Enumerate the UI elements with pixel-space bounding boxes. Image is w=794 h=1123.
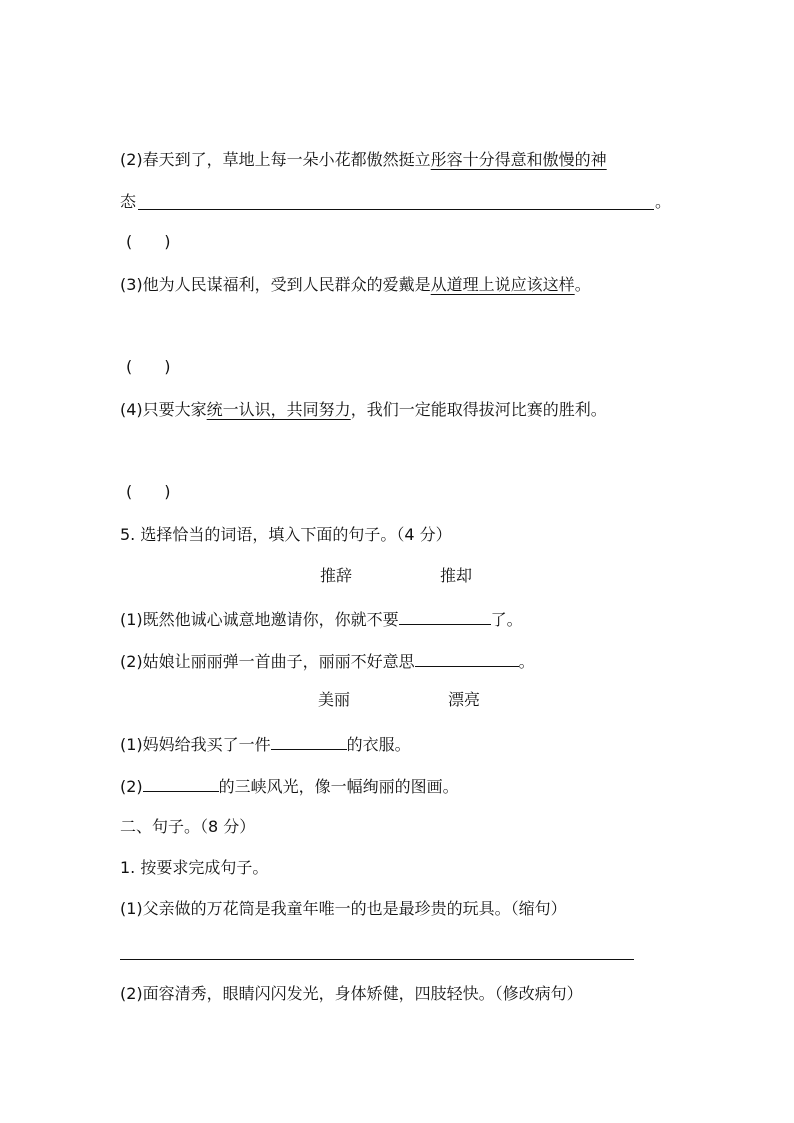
- q4-item3: [120, 275, 591, 295]
- q5-sentence2: [120, 650, 535, 672]
- word-option: 推辞: [320, 566, 353, 585]
- sentence-text: (1)妈妈给我买了一件: [120, 735, 271, 754]
- q4-item4-underlined: 统一认识，共同努力: [206, 400, 351, 419]
- sentence-text: 的三峡风光，像一幅绚丽的图画。: [218, 777, 459, 796]
- answer-parentheses[interactable]: ( ): [126, 232, 171, 251]
- answer-parentheses[interactable]: ( ): [126, 482, 171, 501]
- q5-heading: 5. 选择恰当的词语，填入下面的句子。（4 分）: [120, 525, 452, 544]
- sentence-text: (1)既然他诚心诚意地邀请你，你就不要: [120, 610, 399, 629]
- word-option: 漂亮: [448, 690, 481, 709]
- q4-item2-prefix: (2)春天到了，草地上每一朵小花都傲然挺立: [120, 150, 431, 169]
- section-heading: 二、句子。（8 分）: [120, 817, 256, 836]
- word-option: 美丽: [318, 690, 351, 709]
- fill-blank[interactable]: [271, 733, 347, 750]
- q5-sentence4: [120, 775, 459, 797]
- q5-sentence1: [120, 608, 523, 630]
- sentence-text: 。: [518, 652, 535, 671]
- word-option: 推却: [440, 566, 473, 585]
- answer-line[interactable]: [120, 959, 634, 960]
- q4-item3-prefix: (3)他为人民谋福利，受到人民群众的爱戴是: [120, 275, 431, 294]
- q4-item4-end: 。: [590, 400, 607, 419]
- sentence-text: (2): [120, 777, 143, 796]
- question-item: (1)父亲做的万花筒是我童年唯一的也是最珍贵的玩具。（缩句）: [120, 899, 567, 918]
- sentence-text: 了。: [490, 610, 523, 629]
- q4-item3-underlined: 从道理上说应该这样: [430, 275, 575, 294]
- q5-sentence3: [120, 733, 411, 755]
- fill-blank[interactable]: [399, 608, 491, 625]
- q4-item2-continued: [120, 192, 136, 212]
- q4-item4-prefix: (4)只要大家: [120, 400, 207, 419]
- fill-blank[interactable]: [415, 650, 519, 667]
- q4-item3-end: 。: [574, 275, 591, 294]
- q4-item2-cont: 态: [120, 192, 137, 211]
- q4-item4: [120, 400, 607, 420]
- q4-item2: [120, 150, 607, 170]
- answer-parentheses[interactable]: ( ): [126, 357, 171, 376]
- answer-line[interactable]: [138, 209, 654, 210]
- question-heading: 1. 按要求完成句子。: [120, 858, 269, 877]
- sentence-text: 的衣服。: [346, 735, 411, 754]
- question-item: (2)面容清秀，眼睛闪闪发光，身体矫健，四肢轻快。（修改病句）: [120, 984, 583, 1003]
- q4-item4-suffix: ，我们一定能取得拔河比赛的胜利: [350, 400, 591, 419]
- q4-item2-end: 。: [655, 192, 672, 211]
- sentence-text: (2)姑娘让丽丽弹一首曲子，丽丽不好意思: [120, 652, 415, 671]
- fill-blank[interactable]: [143, 775, 219, 792]
- q4-item2-underlined: 彤容十分得意和傲慢的神: [430, 150, 607, 169]
